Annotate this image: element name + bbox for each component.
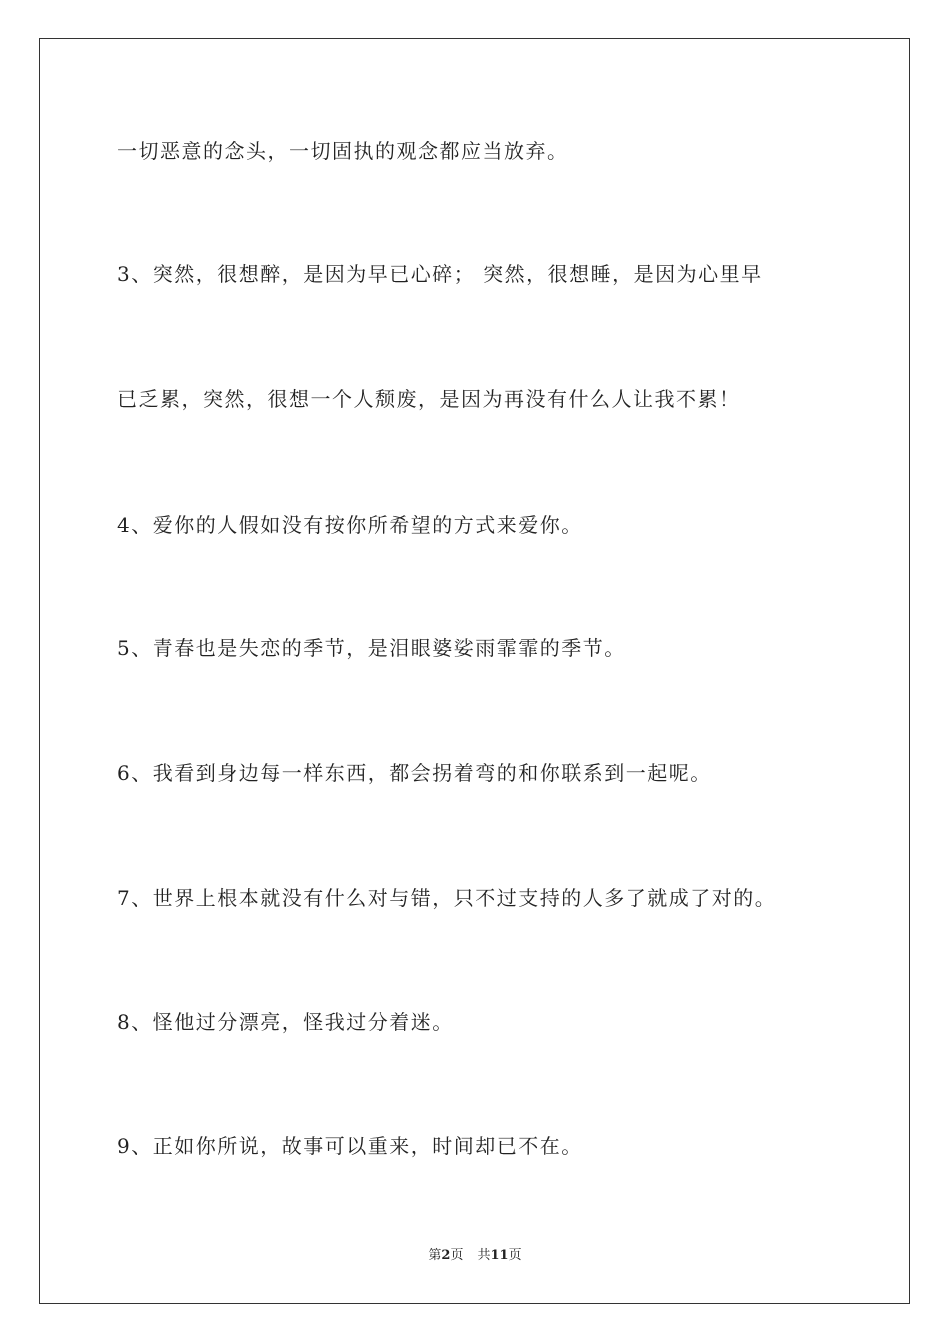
text-line-9: 9、正如你所说，故事可以重来，时间却已不在。 (117, 1134, 583, 1158)
text-line-8: 8、怪他过分漂亮，怪我过分着迷。 (117, 1010, 454, 1034)
page-frame (39, 38, 910, 1304)
text-line-1: 一切恶意的念头，一切固执的观念都应当放弃。 (117, 139, 569, 163)
text-line-7: 7、世界上根本就没有什么对与错，只不过支持的人多了就成了对的。 (117, 886, 777, 910)
page-footer (0, 1247, 950, 1265)
text-line-3: 已乏累，突然，很想一个人颓废，是因为再没有什么人让我不累！ (117, 387, 741, 411)
text-line-5: 5、青春也是失恋的季节，是泪眼婆娑雨霏霏的季节。 (117, 636, 626, 660)
page-total-label: 共11页 (477, 1248, 522, 1263)
text-line-6: 6、我看到身边每一样东西，都会拐着弯的和你联系到一起呢。 (117, 761, 712, 785)
text-line-4: 4、爱你的人假如没有按你所希望的方式来爱你。 (117, 513, 583, 537)
page-number-label: 第2页 (428, 1248, 464, 1263)
text-line-2: 3、突然，很想醉，是因为早已心碎； 突然，很想睡，是因为心里早 (117, 262, 763, 286)
